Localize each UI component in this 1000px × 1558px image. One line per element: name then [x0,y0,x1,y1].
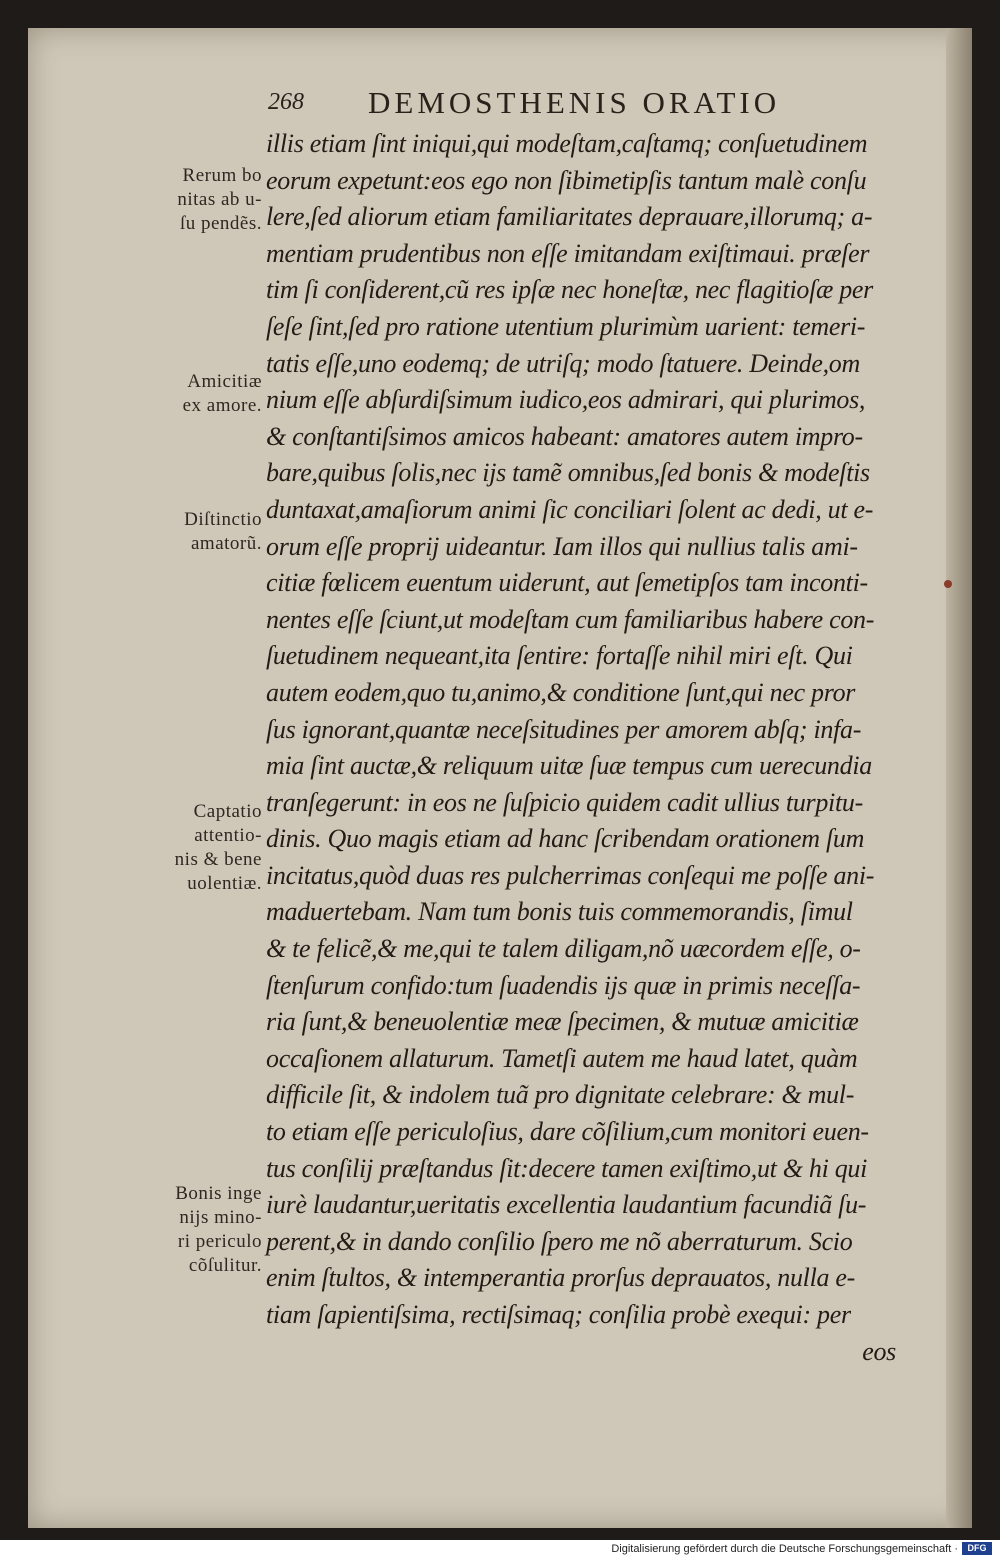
note-line: cõſulitur. [188,1255,262,1276]
text-line: occaſionem allaturum. Tametſi autem me haud latet, quàm [266,1043,858,1073]
ink-spot [944,580,952,588]
note-line: ſu pendẽs. [179,213,262,234]
note-line: nijs mino- [179,1207,262,1228]
note-line: ex amore. [182,395,262,416]
text-line: to etiam eſſe periculoſius, dare cõſilium,cum monitori euen- [266,1117,869,1147]
text-line: illis etiam ſint iniqui,qui modeſtam,caſtamq; conſuetudinem [266,129,868,158]
text-line: & te felicẽ,& me,qui te talem diligam,nõ uæcordem eſſe, o- [266,934,861,964]
text-line: tranſegerunt: in eos ne ſuſpicio quidem cadit ullius turpitu- [266,787,863,817]
text-line: orum eſſe proprij uideantur. Iam illos qui nullius talis ami- [266,531,858,561]
text-line: ſtenſurum confido:tum ſuadendis ijs quæ in primis neceſſa- [266,970,861,1000]
note-line: attentio- [194,825,262,846]
text-line: bare,quibus ſolis,nec ijs tamẽ omnibus,ſed bonis & modeſtis [266,458,870,488]
note-line: amatorũ. [190,533,262,554]
note-line: nitas ab u- [177,189,262,210]
text-line: enim ſtultos, & intemperantia prorſus deprauatos, nulla e- [266,1263,856,1293]
marginal-note [134,508,262,556]
text-line: eorum expetunt:eos ego non ſibimetipſis tantum malè conſu [266,165,867,195]
text-line: maduertebam. Nam tum bonis tuis commemorandis, ſimul [266,897,853,927]
note-line: Captatio [193,801,262,822]
text-line: nentes eſſe ſciunt,ut modeſtam cum familiaribus habere con- [266,604,875,634]
text-line: dinis. Quo magis etiam ad hanc ſcribendam orationem ſum [266,824,865,854]
note-line: Bonis inge [175,1183,262,1204]
text-line: citiæ fœlicem euentum uiderunt, aut ſemetipſos tam inconti- [266,568,868,598]
text-line: duntaxat,amaſiorum animi ſic conciliari ſolent ac dedi, ut e- [266,494,874,524]
marginal-note [134,164,262,236]
text-line: ſuetudinem nequeant,ita ſentire: fortaſſe nihil miri eſt. Qui [266,641,853,671]
text-line: & conſtantiſsimos amicos habeant: amatores autem impro- [266,421,863,451]
dfg-logo: DFG [962,1542,992,1555]
text-line: tiam ſapientiſsima, rectiſsimaq; conſilia probè exequi: per [266,1300,851,1329]
note-line: nis & bene [174,849,262,870]
page-edge [946,28,972,1528]
main-text-block [266,126,926,1370]
page-number: 268 [268,89,304,115]
marginal-note [134,1182,262,1278]
note-line: Diſtinctio [184,509,262,530]
funding-credit: Digitalisierung gefördert durch die Deutsche Forschungsgemeinschaft · [611,1543,958,1555]
page-header [268,85,868,125]
catchword: eos [862,1336,896,1366]
text-line: incitatus,quòd duas res pulcherrimas conſequi me poſſe ani- [266,860,875,890]
text-line: difficile ſit, & indolem tuã pro dignitate celebrare: & mul- [266,1080,855,1110]
running-title: DEMOSTHENIS ORATIO [368,85,781,120]
text-line: mia ſint auctæ,& reliquum uitæ ſuæ tempus cum uerecundia [266,751,872,781]
marginal-note [134,800,262,896]
note-line: Amicitiæ [187,371,262,392]
text-line: tim ſi conſiderent,cũ res ipſæ nec honeſtæ, nec flagitioſæ per [266,275,873,305]
text-line: autem eodem,quo tu,animo,& conditione ſunt,qui nec pror [266,677,856,707]
text-line: nium eſſe abſurdiſsimum iudico,eos admirari, qui plurimos, [266,385,866,415]
marginal-note [134,370,262,418]
text-line: ſus ignorant,quantæ neceſsitudines per amorem abſq; infa- [266,714,862,744]
text-line: ſeſe ſint,ſed pro ratione utentium plurimùm uarient: temeri- [266,311,866,341]
text-line: lere,ſed aliorum etiam familiaritates deprauare,illorumq; a- [266,202,873,232]
text-line: tatis eſſe,uno eodemq; de utriſq; modo ſtatuere. Deinde,om [266,348,860,378]
note-line: ri periculo [177,1231,262,1252]
text-line: tus conſilij præſtandus ſit:decere tamen exiſtimo,ut & hi qui [266,1153,868,1183]
text-line: perent,& in dando conſilio ſpero me nõ aberraturum. Scio [266,1226,853,1256]
text-line: ria ſunt,& beneuolentiæ meæ ſpecimen, & mutuæ amicitiæ [266,1007,859,1037]
text-line: mentiam prudentibus non eſſe imitandam exiſtimaui. præſer [266,238,870,268]
note-line: uolentiæ. [187,873,262,894]
text-line: iurè laudantur,ueritatis excellentia laudantium facundiã ſu- [266,1190,867,1220]
note-line: Rerum bo [182,165,262,186]
